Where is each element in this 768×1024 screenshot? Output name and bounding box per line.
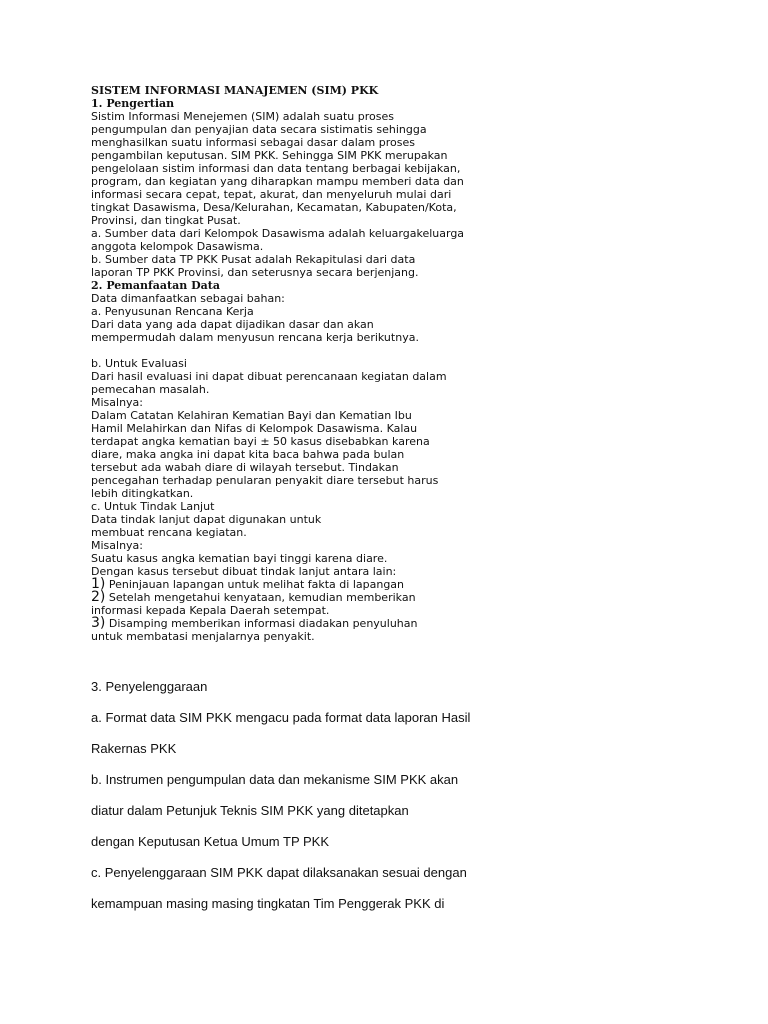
paragraph-line: c. Penyelenggaraan SIM PKK dapat dilaksanakan sesuai dengan	[91, 865, 467, 880]
text-line: pengumpulan dan penyajian data secara sistimatis sehingga	[91, 123, 427, 136]
text-line: diare, maka angka ini dapat kita baca bahwa pada bulan	[91, 448, 405, 461]
text-line: Hamil Melahirkan dan Nifas di Kelompok Dasawisma. Kalau	[91, 422, 418, 435]
item-text: Peninjauan lapangan untuk melihat fakta di lapangan	[105, 578, 405, 591]
text-line: a. Penyusunan Rencana Kerja	[91, 305, 254, 318]
paragraph-line: dengan Keputusan Ketua Umum TP PKK	[91, 834, 330, 849]
section-heading: 1. Pengertian	[91, 97, 175, 110]
text-line: lebih ditingkatkan.	[91, 487, 194, 500]
item-continuation: untuk membatasi menjalarnya penyakit.	[91, 630, 315, 643]
item-continuation: informasi kepada Kepala Daerah setempat.	[91, 604, 330, 617]
text-line: pencegahan terhadap penularan penyakit diare tersebut harus	[91, 474, 439, 487]
text-line: b. Untuk Evaluasi	[91, 357, 187, 370]
text-line: Dari hasil evaluasi ini dapat dibuat perencanaan kegiatan dalam	[91, 370, 447, 383]
section-heading: 2. Pemanfaatan Data	[91, 279, 220, 292]
text-line: laporan TP PKK Provinsi, dan seterusnya secara berjenjang.	[91, 266, 419, 279]
text-line: Misalnya:	[91, 396, 144, 409]
section-1-text	[91, 110, 731, 279]
section-2-text	[91, 292, 731, 643]
text-line: pengelolaan sistim informasi dan data tentang berbagai kebijakan,	[91, 162, 461, 175]
item-number: 1)	[91, 576, 106, 592]
text-line: mempermudah dalam menyusun rencana kerja berikutnya.	[91, 331, 419, 344]
document-title: SISTEM INFORMASI MANAJEMEN (SIM) PKK	[91, 84, 379, 97]
text-line: Data dimanfaatkan sebagai bahan:	[91, 292, 285, 305]
text-line: tingkat Dasawisma, Desa/Kelurahan, Kecamatan, Kabupaten/Kota,	[91, 201, 457, 214]
text-line: c. Untuk Tindak Lanjut	[91, 500, 215, 513]
text-line: b. Sumber data TP PKK Pusat adalah Rekapitulasi dari data	[91, 253, 416, 266]
text-line: Provinsi, dan tingkat Pusat.	[91, 214, 241, 227]
text-line: informasi secara cepat, tepat, akurat, dan menyeluruh mulai dari	[91, 188, 452, 201]
text-line: membuat rencana kegiatan.	[91, 526, 247, 539]
document-body	[91, 84, 731, 643]
text-line: program, dan kegiatan yang diharapkan mampu memberi data dan	[91, 175, 464, 188]
text-line: Misalnya:	[91, 539, 144, 552]
text-line: Data tindak lanjut dapat digunakan untuk	[91, 513, 322, 526]
paragraph-line: a. Format data SIM PKK mengacu pada format data laporan Hasil	[91, 710, 471, 725]
text-line: pemecahan masalah.	[91, 383, 210, 396]
paragraph-line: b. Instrumen pengumpulan data dan mekanisme SIM PKK akan	[91, 772, 459, 787]
item-number: 3)	[91, 615, 106, 631]
text-line: Dalam Catatan Kelahiran Kematian Bayi dan Kematian Ibu	[91, 409, 412, 422]
blank-line	[91, 344, 731, 357]
text-line: Dengan kasus tersebut dibuat tindak lanjut antara lain:	[91, 565, 397, 578]
section-3	[91, 678, 751, 926]
paragraph-line: diatur dalam Petunjuk Teknis SIM PKK yang ditetapkan	[91, 803, 409, 818]
numbered-item	[91, 617, 731, 630]
text-line: Sistim Informasi Menejemen (SIM) adalah suatu proses	[91, 110, 394, 123]
paragraph-line: kemampuan masing masing tingkatan Tim Penggerak PKK di	[91, 896, 445, 911]
item-text: Setelah mengetahui kenyataan, kemudian memberikan	[105, 591, 416, 604]
section-3-heading: 3. Penyelenggaraan	[91, 679, 208, 694]
numbered-item	[91, 591, 731, 604]
text-line: Dari data yang ada dapat dijadikan dasar dan akan	[91, 318, 374, 331]
paragraph-line: Rakernas PKK	[91, 741, 177, 756]
text-line: anggota kelompok Dasawisma.	[91, 240, 264, 253]
item-number: 2)	[91, 589, 106, 605]
text-line: menghasilkan suatu informasi sebagai dasar dalam proses	[91, 136, 415, 149]
text-line: a. Sumber data dari Kelompok Dasawisma adalah keluargakeluarga	[91, 227, 465, 240]
text-line: Suatu kasus angka kematian bayi tinggi karena diare.	[91, 552, 388, 565]
item-text: Disamping memberikan informasi diadakan penyuluhan	[105, 617, 418, 630]
text-line: pengambilan keputusan. SIM PKK. Sehingga SIM PKK merupakan	[91, 149, 448, 162]
text-line: terdapat angka kematian bayi ± 50 kasus disebabkan karena	[91, 435, 430, 448]
text-line: tersebut ada wabah diare di wilayah tersebut. Tindakan	[91, 461, 399, 474]
numbered-item	[91, 578, 731, 591]
